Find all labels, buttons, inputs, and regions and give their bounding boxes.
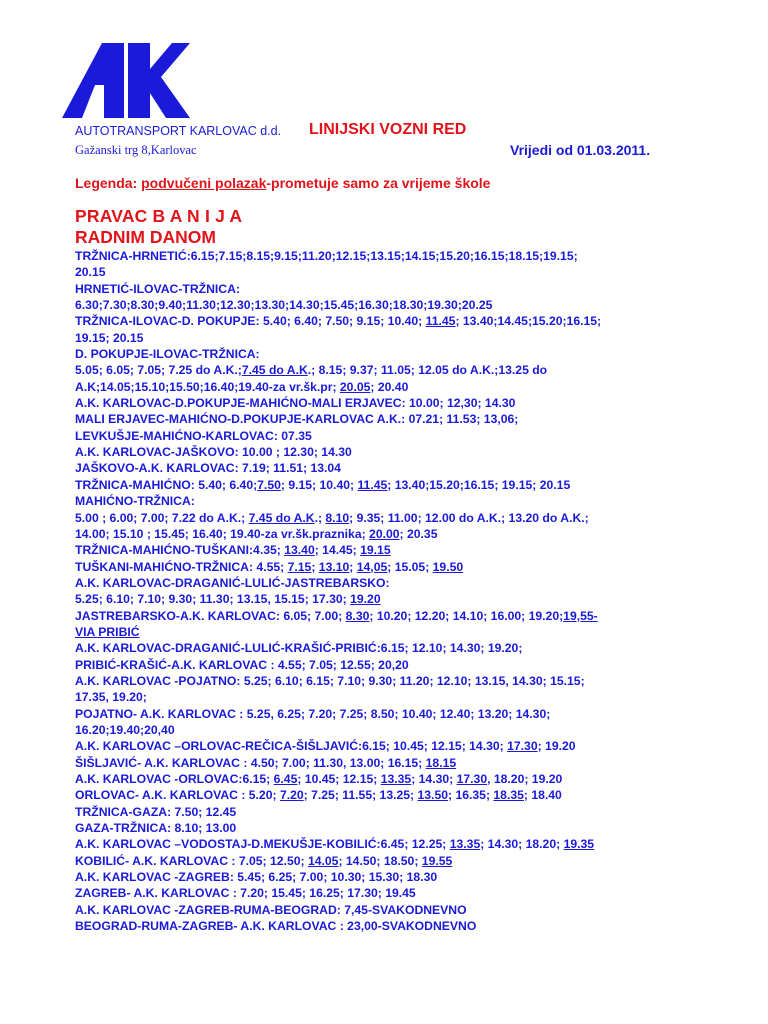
logo-letter-a [62,43,124,118]
line-text: TRŽNICA-ILOVAC-D. POKUPJE: 5.40; 6.40; 7.50; 9.15; 10.40; [75,314,426,329]
line-text: D. POKUPJE-ILOVAC-TRŽNICA: [75,347,260,362]
line-text: ; [349,559,357,574]
line-text: ; 20.40 [370,379,409,394]
timetable-line [75,575,735,591]
timetable-line [75,379,735,395]
school-only-departure: 19,55- [563,608,598,623]
line-text: ; 18.40 [523,788,562,803]
timetable-line [75,706,735,722]
line-text: ; 7.25; 11.55; 13.25; [303,788,418,803]
line-text: LEVKUŠJE-MAHIĆNO-KARLOVAC: 07.35 [75,428,312,443]
school-only-departure: 17.30 [456,772,488,786]
line-text: A.K;14.05;15.10;15.50;16.40;19.40-za vr.šk.pr; [75,379,340,394]
document-title: LINIJSKI VOZNI RED [309,121,467,138]
line-text: ; 14.30; 18.20; [480,837,564,852]
school-only-departure: VIA PRIBIĆ [75,624,140,639]
timetable-line [75,395,735,411]
school-only-departure: 13.35 [449,837,481,852]
timetable-line [75,477,735,493]
timetable-line [75,493,735,509]
school-only-departure: 20.05 [339,379,371,394]
line-text: 5.00 ; 6.00; 7.00; 7.22 do A.K.; [75,510,249,525]
line-text: ; 10.45; 12.15; [297,772,381,786]
line-text: 14.00; 15.10 ; 15.45; 16.40; 19.40-za vr.šk.praznika; [75,526,370,541]
timetable-line [75,820,735,836]
timetable-line [75,738,735,754]
timetable-line [75,330,735,346]
timetable-line [75,297,735,313]
line-text: 17.35, 19.20; [75,690,147,705]
line-text: BEOGRAD-RUMA-ZAGREB- A.K. KARLOVAC : 23,00-SVAKODNEVNO [75,919,477,934]
school-only-departure: 19.15 [360,543,391,558]
timetable-line [75,362,735,378]
line-text: ORLOVAC- A.K. KARLOVAC : 5.20; [75,788,280,803]
timetable-line [75,460,735,476]
school-only-departure: 8.10 [325,510,350,525]
line-text: A.K. KARLOVAC -ORLOVAC:6.15; [75,772,274,786]
line-text: ; 10.20; 12.20; 14.10; 16.00; 19.20; [369,608,564,623]
valid-from: Vrijedi od 01.03.2011. [510,142,651,158]
legend-suffix: -prometuje samo za vrijeme škole [266,175,491,191]
timetable-line [75,640,735,656]
logo-letter-k [128,43,190,118]
line-text: ; 14.50; 18.50; [338,853,422,868]
timetable-line [75,853,735,869]
school-only-departure: 13.40 [284,543,315,558]
school-only-departure: 14.05 [307,853,339,868]
line-text: A.K. KARLOVAC -ZAGREB: 5.45; 6.25; 7.00; 10.30; 15.30; 18.30 [75,870,438,885]
line-text: ŠIŠLJAVIĆ- A.K. KARLOVAC : 4.50; 7.00; 11.30, 13.00; 16.15; [75,755,426,770]
line-text: JASTREBARSKO-A.K. KARLOVAC: 6.05; 7.00; [75,608,346,623]
school-only-departure: 7.20 [279,788,304,803]
school-only-departure: 8.30 [345,608,370,623]
timetable-line [75,608,735,624]
line-text: TRŽNICA-MAHIĆNO-TUŠKANI:4.35; [75,543,285,558]
line-text: , 18.20; 19.20 [487,772,563,786]
company-name: AUTOTRANSPORT KARLOVAC d.d. [75,124,282,138]
line-text: ; 9.35; 11.00; 12.00 do A.K.; 13.20 do A.K.; [349,510,589,525]
school-only-departure: 7.15 [287,559,312,574]
school-only-departure: 11.45 [357,477,388,492]
school-only-departure: 18.35 [493,788,524,803]
timetable-line [75,771,735,787]
line-text: ; 13.40;15.20;16.15; 19.15; 20.15 [387,477,571,492]
school-only-departure: 19.20 [350,592,381,607]
timetable-line [75,755,735,771]
line-text: A.K. KARLOVAC -POJATNO: 5.25; 6.10; 6.15; 7.10; 9.30; 11.20; 12.10; 13.15, 14.30; 15.15; [75,673,585,688]
school-only-departure: 6.45 [273,772,298,786]
line-text: GAZA-TRŽNICA: 8.10; 13.00 [75,821,237,836]
timetable-line [75,722,735,738]
school-only-departure: 7.50 [257,477,281,492]
timetable-line [75,869,735,885]
line-text: TRŽNICA-GAZA: 7.50; 12.45 [75,804,237,819]
school-only-departure: 7.45 do A.K [241,363,308,378]
school-only-departure: 13.35 [380,772,412,786]
school-only-departure: 19.50 [432,559,464,574]
school-only-departure: 14,05 [356,559,388,574]
legend [75,175,490,191]
timetable-line [75,787,735,803]
timetable-line [75,836,735,852]
line-text: 5.05; 6.05; 7.05; 7.25 do A.K.; [75,363,242,378]
timetable-line [75,918,735,934]
timetable-line [75,673,735,689]
timetable-line [75,411,735,427]
timetable-line [75,248,735,264]
line-text: A.K. KARLOVAC –ORLOVAC-REČICA-ŠIŠLJAVIĆ:6.15; 10.45; 12.15; 14.30; [75,739,508,754]
line-text: 20.15 [75,265,106,280]
line-text: MALI ERJAVEC-MAHIĆNO-D.POKUPJE-KARLOVAC A.K.: 07.21; 11.53; 13,06; [75,412,519,427]
line-text: 16.20;19.40;20,40 [75,722,175,737]
timetable-line [75,591,735,607]
timetable-line [75,346,735,362]
school-only-departure: 17.30 [507,739,538,754]
line-text: POJATNO- A.K. KARLOVAC : 5.25, 6.25; 7.20; 7.25; 8.50; 10.40; 12.40; 13.20; 14.30; [75,706,551,721]
timetable-line [75,526,735,542]
line-text: HRNETIĆ-ILOVAC-TRŽNICA: [75,281,240,296]
school-only-departure: 11.45 [425,314,456,329]
timetable-line [75,804,735,820]
line-text: A.K. KARLOVAC-D.POKUPJE-MAHIĆNO-MALI ERJAVEC: 10.00; 12,30; 14.30 [75,396,516,411]
timetable-line [75,902,735,918]
line-text: A.K. KARLOVAC-DRAGANIĆ-LULIĆ-JASTREBARSKO: [75,575,390,590]
timetable-lines [75,248,735,934]
ak-logo [62,43,190,118]
company-address: Gažanski trg 8,Karlovac [75,143,197,157]
timetable-line [75,624,735,640]
legend-prefix: Legenda: [75,175,142,191]
line-text: ; 14.45; [314,543,361,558]
direction-title: PRAVAC B A N I J A [75,206,243,226]
line-text: A.K. KARLOVAC –VODOSTAJ-D.MEKUŠJE-KOBILIĆ:6.45; 12.25; [75,837,450,852]
school-only-departure: 13.50 [417,788,448,803]
line-text: ; 13.40;14.45;15.20;16.15; [455,314,602,329]
school-only-departure: 19.35 [563,837,595,852]
company-block [75,124,281,158]
timetable-line [75,559,735,575]
timetable-line [75,264,735,280]
school-only-departure: 20.00 [369,526,400,541]
school-only-departure: 7.45 do A.K [248,510,315,525]
line-text: A.K. KARLOVAC-DRAGANIĆ-LULIĆ-KRAŠIĆ-PRIBIĆ:6.15; 12.10; 14.30; 19.20; [75,641,523,656]
line-text: .; [314,510,326,525]
timetable-line [75,313,735,329]
line-text: ; 20.35 [399,526,438,541]
line-text: KOBILIĆ- A.K. KARLOVAC : 7.05; 12.50; [75,853,308,868]
direction-subtitle: RADNIM DANOM [75,227,216,247]
line-text: ; [311,559,319,574]
school-only-departure: 13.10 [318,559,350,574]
line-text: ; 19.20 [537,739,576,754]
line-text: 19.15; 20.15 [75,330,144,345]
line-text: 5.25; 6.10; 7.10; 9.30; 11.30; 13.15, 15.15; 17.30; [75,592,351,607]
line-text: ; 15.05; [387,559,433,574]
timetable-line [75,542,735,558]
line-text: ; 16.35; [448,788,494,803]
line-text: TRŽNICA-MAHIĆNO: 5.40; 6.40; [75,477,258,492]
line-text: TUŠKANI-MAHIĆNO-TRŽNICA: 4.55; [75,559,288,574]
school-only-departure: 19.55 [421,853,453,868]
line-text: PRIBIĆ-KRAŠIĆ-A.K. KARLOVAC : 4.55; 7.05; 12.55; 20,20 [75,657,409,672]
school-only-departure: 18.15 [425,755,457,770]
timetable-line [75,510,735,526]
timetable-line [75,281,735,297]
legend-underlined: podvučeni polazak [141,175,267,191]
line-text: .; 8.15; 9.37; 11.05; 12.05 do A.K.;13.25 do [307,363,548,378]
timetable-line [75,885,735,901]
line-text: 6.30;7.30;8.30;9.40;11.30;12.30;13.30;14.30;15.45;16.30;18.30;19.30;20.25 [75,298,493,313]
line-text: ZAGREB- A.K. KARLOVAC : 7.20; 15.45; 16.25; 17.30; 19.45 [75,886,416,901]
line-text: JAŠKOVO-A.K. KARLOVAC: 7.19; 11.51; 13.04 [75,461,341,476]
line-text: ; 9.15; 10.40; [280,477,358,492]
timetable-line [75,657,735,673]
line-text: TRŽNICA-HRNETIĆ:6.15;7.15;8.15;9.15;11.20;12.15;13.15;14.15;15.20;16.15;18.15;19.15; [75,249,578,263]
line-text: ; 14.30; [411,772,457,786]
line-text: A.K. KARLOVAC -ZAGREB-RUMA-BEOGRAD: 7,45-SVAKODNEVNO [75,902,467,917]
timetable-line [75,428,735,444]
timetable-line [75,444,735,460]
line-text: A.K. KARLOVAC-JAŠKOVO: 10.00 ; 12.30; 14.30 [75,445,352,460]
timetable-line [75,689,735,705]
line-text: MAHIĆNO-TRŽNICA: [75,494,195,509]
